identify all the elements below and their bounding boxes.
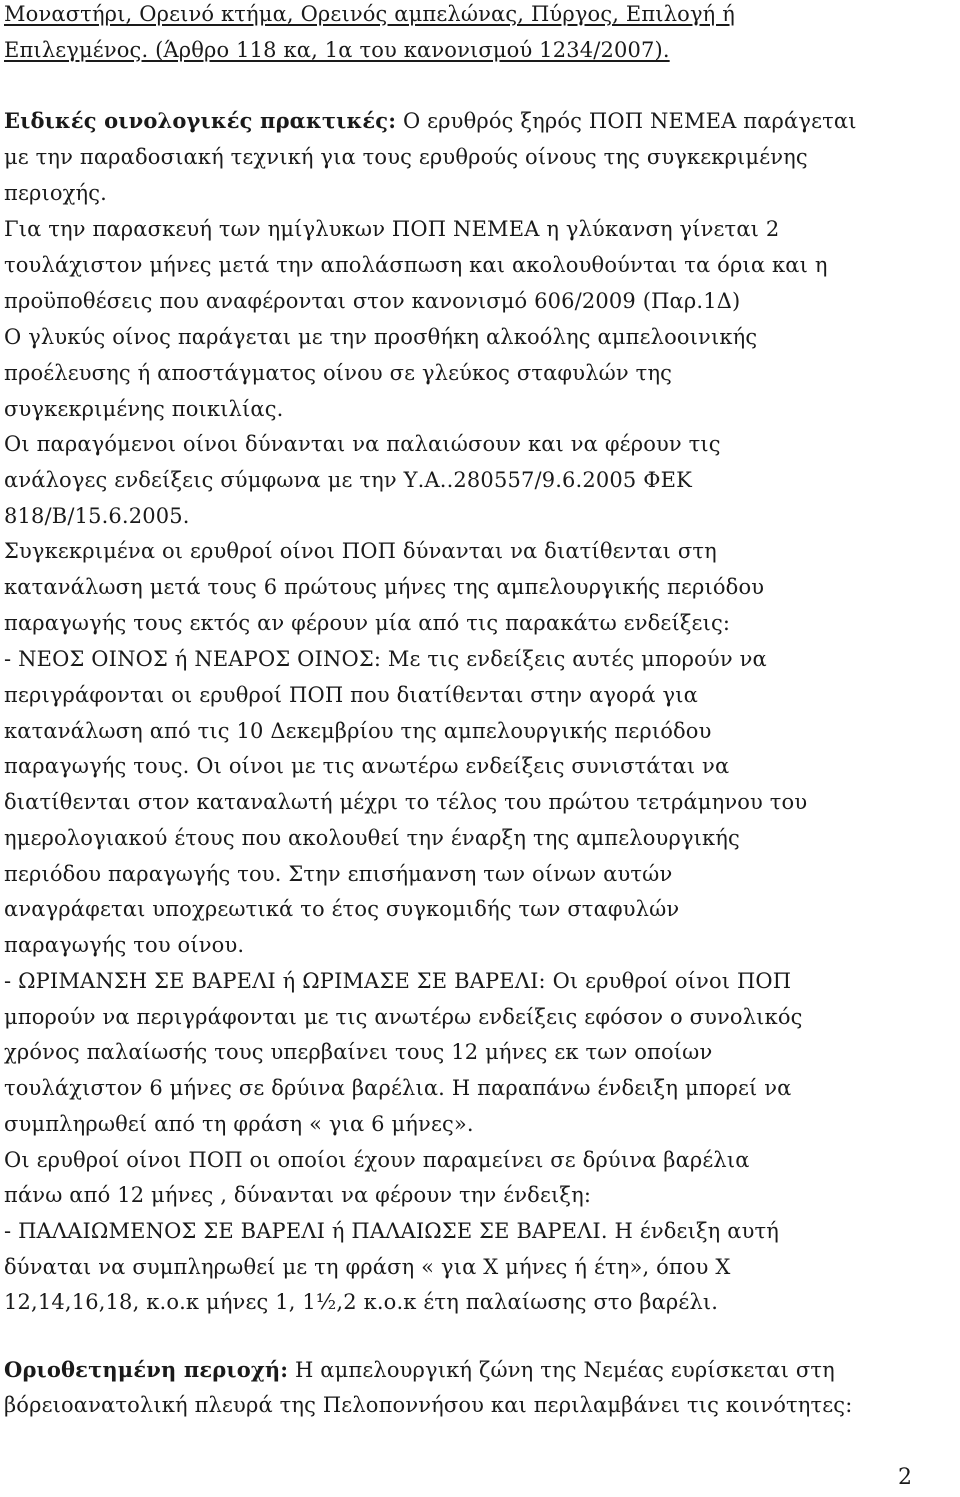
text-line: συγκεκριμένης ποικιλίας. (4, 397, 284, 421)
article-reference-link-line-2[interactable]: Επιλεγμένος. (Άρθρο 118 κα, 1α του κανονισμού 1234/2007). (4, 38, 670, 62)
page-number: 2 (898, 1465, 912, 1490)
area-paragraph-line (4, 1352, 835, 1388)
practices-heading: Ειδικές οινολογικές πρακτικές: (4, 108, 397, 133)
text-line: ανάλογες ενδείξεις σύμφωνα με την Υ.Α..280557/9.6.2005 ΦΕΚ (4, 468, 692, 492)
area-text: Η αμπελουργική ζώνη της Νεμέας ευρίσκεται στη (288, 1358, 835, 1382)
text-line: αναγράφεται υποχρεωτικά το έτος συγκομιδής των σταφυλών (4, 897, 680, 921)
text-line: χρόνος παλαίωσής τους υπερβαίνει τους 12 μήνες εκ των οποίων (4, 1040, 713, 1064)
article-reference-link-line-1[interactable]: Μοναστήρι, Ορεινό κτήμα, Ορεινός αμπελώνας, Πύργος, Επιλογή ή (4, 2, 735, 26)
text-line: - ΩΡΙΜΑΝΣΗ ΣΕ ΒΑΡΕΛΙ ή ΩΡΙΜΑΣΕ ΣΕ ΒΑΡΕΛΙ: Οι ερυθροί οίνοι ΠΟΠ (4, 969, 792, 993)
text-line: με την παραδοσιακή τεχνική για τους ερυθρούς οίνους της συγκεκριμένης (4, 145, 808, 169)
text-line: - ΠΑΛΑΙΩΜΕΝΟΣ ΣΕ ΒΑΡΕΛΙ ή ΠΑΛΑΙΩΣΕ ΣΕ ΒΑΡΕΛΙ. Η ένδειξη αυτή (4, 1219, 779, 1243)
text-line: Συγκεκριμένα οι ερυθροί οίνοι ΠΟΠ δύνανται να διατίθενται στη (4, 539, 717, 563)
area-heading: Οριοθετημένη περιοχή: (4, 1357, 289, 1382)
text-line: βόρειοανατολική πλευρά της Πελοποννήσου και περιλαμβάνει τις κοινότητες: (4, 1393, 853, 1417)
text-line: δύναται να συμπληρωθεί με τη φράση « για Χ μήνες ή έτη», όπου Χ (4, 1255, 731, 1279)
practices-paragraph-line (4, 103, 857, 139)
text-line: τουλάχιστον 6 μήνες σε δρύινα βαρέλια. Η παραπάνω ένδειξη μπορεί να (4, 1076, 792, 1100)
text-line: κατανάλωση μετά τους 6 πρώτους μήνες της αμπελουργικής περιόδου (4, 575, 765, 599)
text-line: Οι παραγόμενοι οίνοι δύνανται να παλαιώσουν και να φέρουν τις (4, 432, 721, 456)
text-line: περιοχής. (4, 181, 107, 205)
text-line: τουλάχιστον μήνες μετά την απολάσπωση και ακολουθούνται τα όρια και η (4, 253, 828, 277)
practices-text: Ο ερυθρός ξηρός ΠΟΠ ΝΕΜΕΑ παράγεται (396, 109, 857, 133)
text-line: προϋποθέσεις που αναφέρονται στον κανονισμό 606/2009 (Παρ.1Δ) (4, 289, 741, 313)
text-line: προέλευσης ή αποστάγματος οίνου σε γλεύκος σταφυλών της (4, 361, 673, 385)
text-line: περιόδου παραγωγής του. Στην επισήμανση των οίνων αυτών (4, 862, 673, 886)
text-line: Ο γλυκύς οίνος παράγεται με την προσθήκη αλκοόλης αμπελοοινικής (4, 325, 758, 349)
text-line: 818/Β/15.6.2005. (4, 504, 190, 528)
text-line: κατανάλωση από τις 10 Δεκεμβρίου της αμπελουργικής περιόδου (4, 719, 712, 743)
text-line: Για την παρασκευή των ημίγλυκων ΠΟΠ ΝΕΜΕΑ η γλύκανση γίνεται 2 (4, 217, 780, 241)
text-line: περιγράφονται οι ερυθροί ΠΟΠ που διατίθενται στην αγορά για (4, 683, 698, 707)
text-line: παραγωγής του οίνου. (4, 933, 245, 957)
text-line: 12,14,16,18, κ.ο.κ μήνες 1, 1½,2 κ.ο.κ έτη παλαίωσης στο βαρέλι. (4, 1290, 719, 1314)
text-line: μπορούν να περιγράφονται με τις ανωτέρω ενδείξεις εφόσον ο συνολικός (4, 1005, 803, 1029)
text-line: Οι ερυθροί οίνοι ΠΟΠ οι οποίοι έχουν παραμείνει σε δρύινα βαρέλια (4, 1148, 750, 1172)
text-line: - ΝΕΟΣ ΟΙΝΟΣ ή ΝΕΑΡΟΣ ΟΙΝΟΣ: Με τις ενδείξεις αυτές μπορούν να (4, 647, 767, 671)
text-line: ημερολογιακού έτους που ακολουθεί την έναρξη της αμπελουργικής (4, 826, 740, 850)
text-line: παραγωγής τους εκτός αν φέρουν μία από τις παρακάτω ενδείξεις: (4, 611, 731, 635)
text-line: πάνω από 12 μήνες , δύνανται να φέρουν την ένδειξη: (4, 1183, 592, 1207)
text-line: παραγωγής τους. Οι οίνοι με τις ανωτέρω ενδείξεις συνιστάται να (4, 754, 730, 778)
text-line: συμπληρωθεί από τη φράση « για 6 μήνες». (4, 1112, 474, 1136)
text-line: διατίθενται στον καταναλωτή μέχρι το τέλος του πρώτου τετράμηνου του (4, 790, 808, 814)
